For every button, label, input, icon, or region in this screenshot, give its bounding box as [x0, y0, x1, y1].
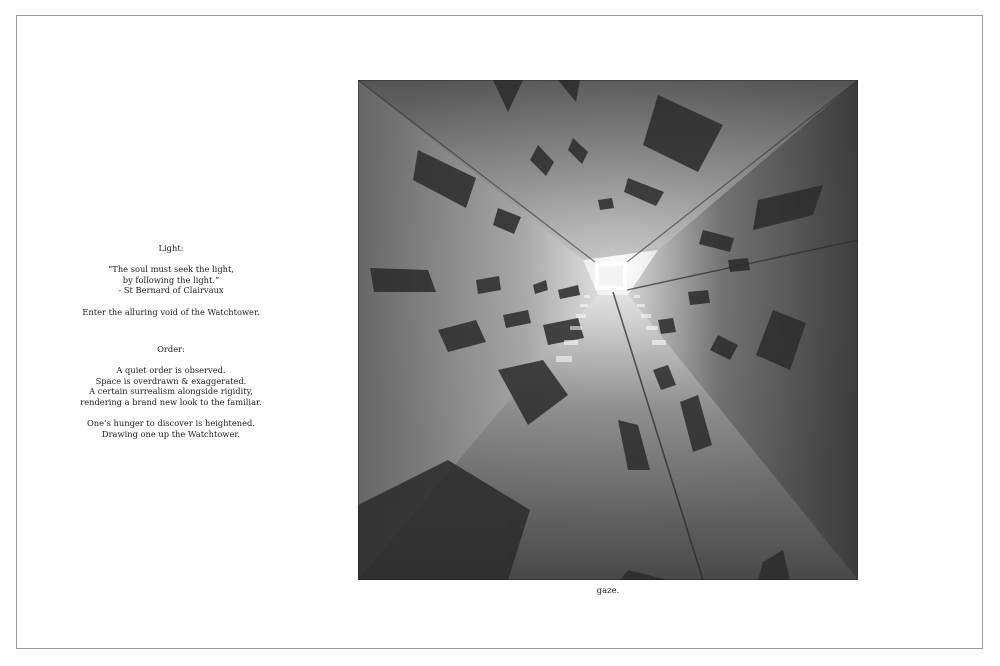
order-line: rendering a brand new look to the familiar.	[80, 396, 262, 407]
artwork-caption: gaze.	[596, 586, 620, 596]
quote-line: “The soul must seek the light,	[108, 264, 234, 275]
order-line: One’s hunger to discover is heightened.	[86, 417, 256, 428]
text-column	[62, 243, 280, 439]
quote-attribution: - St Bernard of Clairvaux	[118, 285, 224, 296]
order-heading: Order:	[157, 343, 185, 354]
order-line: Space is overdrawn & exaggerated.	[95, 375, 247, 386]
order-line: Drawing one up the Watchtower.	[101, 428, 241, 439]
order-line: A certain surrealism alongside rigidity,	[89, 386, 253, 397]
order-line: A quiet order is observed.	[116, 364, 226, 375]
watchtower-render-image	[358, 80, 858, 580]
light-heading: Light:	[158, 243, 184, 253]
invitation-text: Enter the alluring void of the Watchtower.	[82, 306, 260, 317]
watchtower-render-svg	[358, 80, 858, 580]
quote-line: by following the light.”	[122, 274, 220, 285]
